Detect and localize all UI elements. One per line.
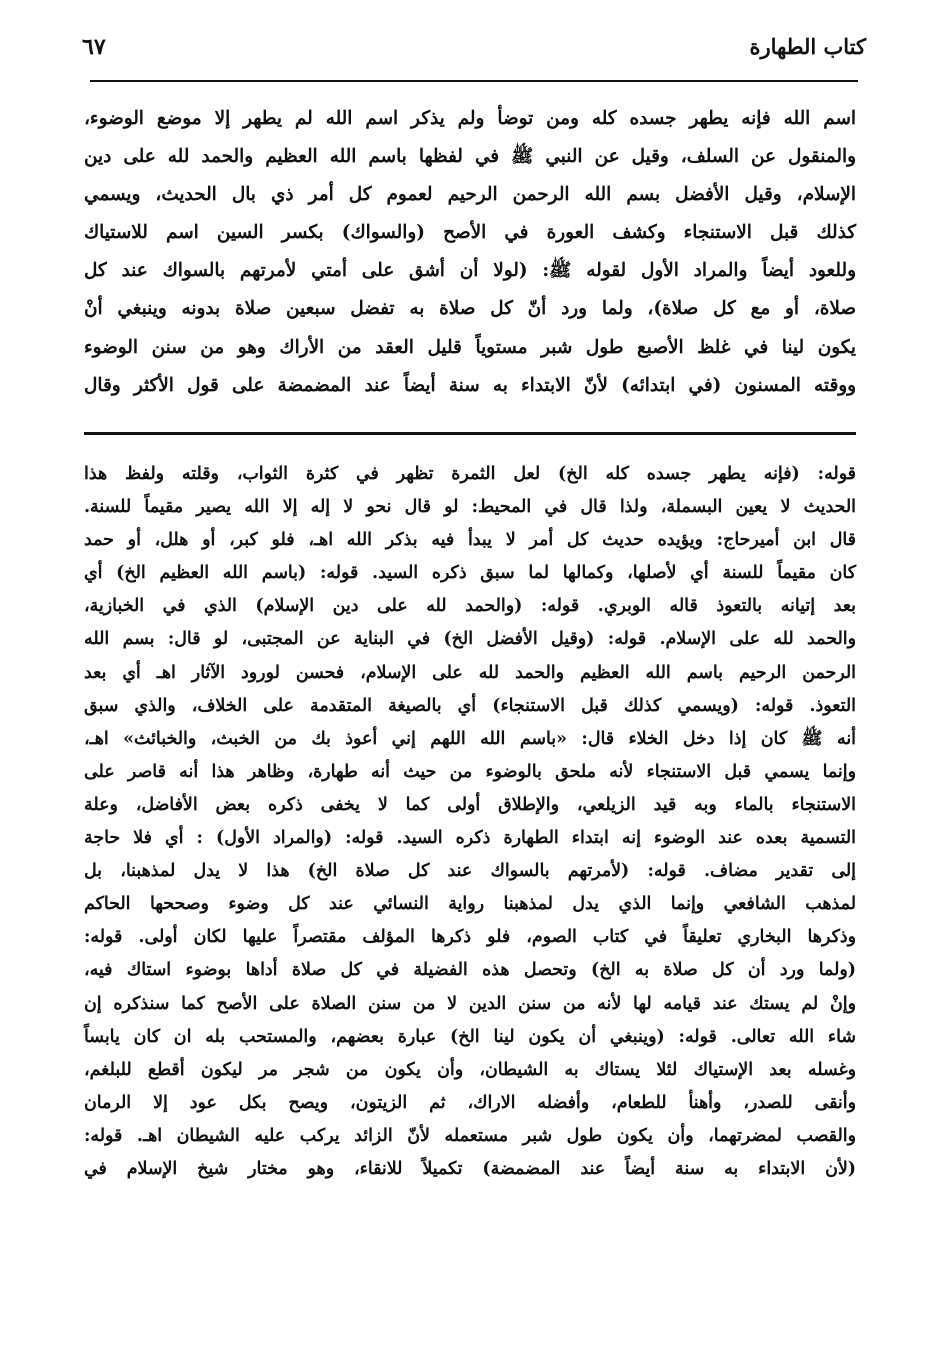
commentary-line: وأنقى للصدر، وأهنأ للطعام، وأفضله الاراك، ثم الزيتون، ويصح بكل عود إلا الرمان	[84, 1092, 856, 1113]
main-line: اسم الله فإنه يطهر جسده كله ومن توضأ ولم يذكر اسم الله لم يطهر إلا موضع الوضوء،	[84, 108, 856, 129]
commentary-line: بعد إتيانه بالتعوذ قاله الوبري. قوله: (والحمد لله على دين الإسلام) الذي في الخبازية،	[84, 596, 856, 617]
main-line: الإسلام، وقيل الأفضل بسم الله الرحمن الرحيم لعموم كل أمر ذي بال الحديث، ويسمي	[84, 184, 856, 206]
running-title: كتاب الطهارة	[749, 34, 866, 59]
commentary-line: الاستنجاء بالماء وبه قيد الزيلعي، والإطلاق أولى كما لا يخفى ذكره بعض الأفاضل، وعلة	[84, 794, 856, 815]
commentary-line: وإنْ لم يستك عند قيامه لها لأنه من سنن الدين لا من سنن الصلاة على الأصح كما سنذكره إن	[84, 993, 856, 1014]
commentary-line: (لأن الابتداء به سنة أيضاً عند المضمضة) تكميلاً للانقاء، وهو مختار شيخ الإسلام في	[84, 1158, 856, 1179]
commentary-line: لمذهب الشافعي وإنما الذي يدل لمذهبنا رواية النسائي عند كل وضوء وصححها الحاكم	[84, 894, 856, 915]
page-header	[82, 24, 866, 74]
header-rule	[90, 80, 858, 82]
commentary-line: قال ابن أميرحاج: ويؤيده حديث كل أمر لا يبدأ فيه بذكر الله اهـ، فلو كبر، أو هلل، أو حمد	[84, 530, 856, 551]
commentary-line: (ولما ورد أن كل صلاة به الخ) وتحصل هذه الفضيلة في كل صلاة أداها بوضوء استاك فيه،	[84, 960, 856, 981]
page-number: ٦٧	[82, 34, 106, 60]
section-separator	[84, 432, 856, 435]
commentary-text	[84, 458, 856, 1186]
commentary-line: وإنما يسمي قبل الاستنجاء لأنه ملحق بالوضوء من حيث أنه طهارة، وظاهر هذا أنه قاصر على	[84, 761, 856, 782]
commentary-line: إلى تقدير مضاف. قوله: (لأمرتهم بالسواك عند كل صلاة الخ) هذا لا يدل لمذهبنا، بل	[84, 861, 856, 882]
commentary-line: الرحمن الرحيم باسم الله العظيم والحمد لله على الإسلام، فحسن لورود الآثار اهـ أي بعد	[84, 662, 856, 683]
main-line: كذلك قبل الاستنجاء وكشف العورة في الأصح (والسواك) بكسر السين اسم للاستياك	[84, 222, 856, 244]
commentary-line: الحديث لا يعين البسملة، ولذا قال في المحيط: لو قال نحو لا إله إلا الله يصير مقيماً للسنة.	[84, 497, 856, 518]
commentary-line: وذكرها البخاري تعليقاً في كتاب الصوم، فلو ذكرها المؤلف مقتصراً عليها لكان أولى. قوله:	[84, 927, 856, 948]
main-line: والمنقول عن السلف، وقيل عن النبي ﷺ في لفظها باسم الله العظيم والحمد لله على دين	[84, 146, 856, 168]
commentary-line: والقصب لمضرتهما، وأن يكون طول شبر مستعمله لأنّ الزائد يركب عليه الشيطان اهـ. قوله:	[84, 1125, 856, 1146]
main-text	[84, 100, 856, 405]
commentary-line: وغسله بعد الإستياك لئلا يستاك به الشيطان، وأن يكون من شجر مر ليكون أقطع للبلغم،	[84, 1059, 856, 1080]
commentary-line: التعوذ. قوله: (ويسمي كذلك قبل الاستنجاء) أي بالصيغة المتقدمة على الخلاف، والذي سبق	[84, 695, 856, 716]
commentary-line: أنه ﷺ كان إذا دخل الخلاء قال: «باسم الله اللهم إني أعوذ بك من الخبث، والخبائث» اهـ،	[84, 728, 856, 749]
main-line: يكون لينا في غلظ الأصبع طول شبر مستوياً قليل العقد من الأراك وهو من سنن الوضوء	[84, 336, 856, 358]
commentary-line: شاء الله تعالى. قوله: (وينبغي أن يكون لينا الخ) عبارة بعضهم، والمستحب بله ان كان يابساً	[84, 1026, 856, 1047]
main-line: صلاة، أو مع كل صلاة)، ولما ورد أنّ كل صلاة به تفضل سبعين صلاة بدونه وينبغي أنْ	[84, 298, 856, 320]
commentary-line: والحمد لله على الإسلام. قوله: (وقيل الأفضل الخ) في البناية عن المجتبى، لو قال: بسم الله	[84, 629, 856, 650]
main-line: ووقته المسنون (في ابتدائه) لأنّ الابتداء به سنة أيضاً عند المضمضة على قول الأكثر وقال	[84, 374, 856, 396]
commentary-line: التسمية بعده عند الوضوء إنه ابتداء الطهارة ذكره السيد. قوله: (والمراد الأول) : أي فلا حاجة	[84, 828, 856, 849]
commentary-line: قوله: (فإنه يطهر جسده كله الخ) لعل الثمرة تظهر في كثرة الثواب، وقلته ولفظ هذا	[84, 464, 856, 484]
commentary-line: كان مقيماً للسنة أي لأصلها، وكمالها لما سبق ذكره السيد. قوله: (باسم الله العظيم الخ) أي	[84, 563, 856, 584]
main-line: وللعود أيضاً والمراد الأول لقوله ﷺ: (لولا أن أشق على أمتي لأمرتهم بالسواك عند كل	[84, 260, 856, 282]
